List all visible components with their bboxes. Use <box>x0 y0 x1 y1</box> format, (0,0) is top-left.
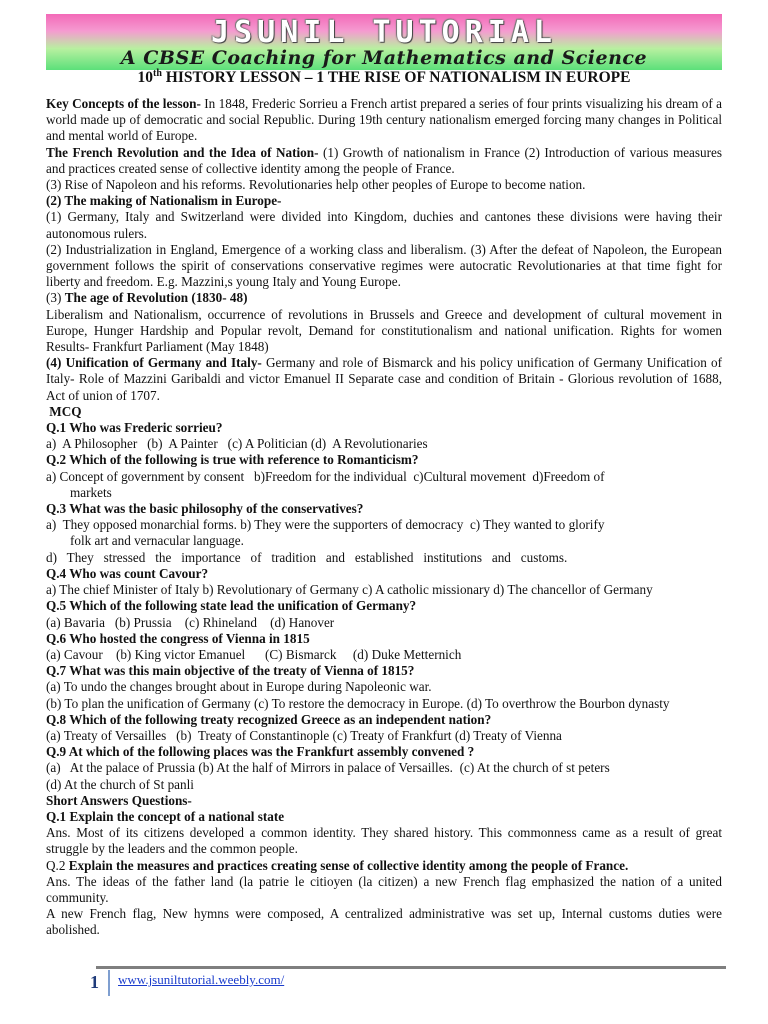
banner-title: JSUNIL TUTORIAL <box>211 15 557 50</box>
answer-6: (a) Cavour (b) King victor Emanuel (C) Bismarck (d) Duke Metternich <box>46 646 462 662</box>
french-revolution-paragraph <box>46 145 722 177</box>
making-point-2: (2) Industrialization in England, Emergence of a working class and liberalism. (3) After the defeat of Napoleon, the European government follows the spirit of conservations conservative regimes were autocratic Revolutionaries at that time fight for liberty and freedom. E.g. Mazzini,s young Italy and Young Europe. <box>46 241 722 290</box>
question-9: Q.9 At which of the following places was the Frankfurt assembly convened ? <box>46 744 475 760</box>
age-heading-line <box>46 290 722 306</box>
lesson-title <box>46 68 722 87</box>
question-5: Q.5 Which of the following state lead the unification of Germany? <box>46 598 417 614</box>
key-concepts-text: In 1848, Frederic Sorrieu a French artist prepared a series of four prints visualizing his dream of a world made up of democratic and social Republic. During 19th century nationalism emerged forcing many changes in Political and mental world of Europe. <box>46 96 722 144</box>
age-heading: The age of Revolution (1830- 48) <box>64 290 248 306</box>
lesson-title-text: HISTORY LESSON – 1 THE RISE OF NATIONALISM IN EUROPE <box>161 69 631 87</box>
answer-3: a) They opposed monarchial forms. b) They were the supporters of democracy c) They wanted to glorify <box>46 517 605 533</box>
unification-text: Germany and role of Bismarck and his policy unification of Germany Unification of Italy- Role of Mazzini Garibaldi and victor Emanuel II Separate case and condition of Britain - Glorious revolution of 1688, Act of union of 1707. <box>46 355 722 403</box>
napoleon-line: (3) Rise of Napoleon and his reforms. Revolutionaries help other peoples of Europe to become nation. <box>46 177 586 193</box>
answer-2-continued: markets <box>70 484 112 500</box>
question-6: Q.6 Who hosted the congress of Vienna in 1815 <box>46 630 310 646</box>
short-question-2-number: Q.2 <box>46 857 69 873</box>
key-concepts-label: Key Concepts of the lesson- <box>46 96 201 111</box>
question-7: Q.7 What was this main objective of the treaty of Vienna of 1815? <box>46 663 415 679</box>
short-question-1: Q.1 Explain the concept of a national state <box>46 808 285 824</box>
short-answer-1: Ans. Most of its citizens developed a common identity. They shared history. This commonness came as a result of great struggle by the leaders and the common people. <box>46 825 722 857</box>
lesson-number-suffix: th <box>153 68 162 79</box>
page-number: 1 <box>90 972 99 992</box>
question-2: Q.2 Which of the following is true with reference to Romanticism? <box>46 452 419 468</box>
french-revolution-label: The French Revolution and the Idea of Nation- <box>46 144 319 160</box>
question-4: Q.4 Who was count Cavour? <box>46 565 209 581</box>
short-question-2-line <box>46 858 722 874</box>
question-3: Q.3 What was the basic philosophy of the conservatives? <box>46 501 364 517</box>
short-answer-2: Ans. The ideas of the father land (la patrie le citioyen (la citizen) a new French flag emphasized the nation of a united community. <box>46 873 722 905</box>
short-answers-heading: Short Answers Questions- <box>46 792 192 808</box>
answer-9-continued: (d) At the church of St panli <box>46 776 194 792</box>
footer-separator <box>108 970 110 996</box>
mcq-heading: MCQ <box>46 403 82 419</box>
answer-1: a) A Philosopher (b) A Painter (c) A Politician (d) A Revolutionaries <box>46 436 428 452</box>
unification-paragraph <box>46 355 722 404</box>
short-question-2: Explain the measures and practices creating sense of collective identity among the people of France. <box>68 857 629 873</box>
answer-8: (a) Treaty of Versailles (b) Treaty of Constantinople (c) Treaty of Frankfurt (d) Treaty of Vienna <box>46 727 562 743</box>
answer-5: (a) Bavaria (b) Prussia (c) Rhineland (d) Hanover <box>46 614 335 630</box>
answer-7-continued: (b) To plan the unification of Germany (c) To restore the democracy in Europe. (d) To overthrow the Bourbon dynasty <box>46 695 670 711</box>
french-revolution-text: (1) Growth of nationalism in France (2) Introduction of various measures and practices created sense of collective identity among the people of France. <box>46 144 723 176</box>
document-body <box>46 96 722 939</box>
question-8: Q.8 Which of the following treaty recognized Greece as an independent nation? <box>46 711 492 727</box>
website-link[interactable]: www.jsuniltutorial.weebly.com/ <box>118 972 285 987</box>
banner-subtitle: A CBSE Coaching for Mathematics and Science <box>120 47 648 69</box>
lesson-number: 10 <box>137 69 153 87</box>
short-answer-2-continued: A new French flag, New hymns were composed, A centralized administrative was set up, Internal customs duties were abolished. <box>46 906 722 938</box>
answer-4: a) The chief Minister of Italy b) Revolutionary of Germany c) A catholic missionary d) The chancellor of Germany <box>46 582 653 598</box>
footer-divider <box>96 966 726 969</box>
age-text: Liberalism and Nationalism, occurrence of revolutions in Brussels and Greece and development of cultural movement in Europe, Hunger Hardship and Popular revolt, Demand for constitutionalism and national unification. Rights for women Results- Frankfurt Parliament (May 1848) <box>46 306 722 355</box>
age-number: (3) <box>46 290 65 306</box>
making-point-1: (1) Germany, Italy and Switzerland were divided into Kingdom, duchies and cantones these divisions were having their autonomous rulers. <box>46 209 722 241</box>
answer-9: (a) At the palace of Prussia (b) At the half of Mirrors in palace of Versailles. (c) At the church of st peters <box>46 760 610 776</box>
key-concepts-paragraph <box>46 96 722 145</box>
header-banner <box>46 14 722 70</box>
unification-label: (4) Unification of Germany and Italy- <box>46 355 262 371</box>
answer-7: (a) To undo the changes brought about in Europe during Napoleonic war. <box>46 679 432 695</box>
making-heading: (2) The making of Nationalism in Europe- <box>46 193 282 209</box>
question-1: Q.1 Who was Frederic sorrieu? <box>46 420 223 436</box>
answer-2: a) Concept of government by consent b)Freedom for the individual c)Cultural movement d)Freedom of <box>46 468 605 484</box>
answer-3-continued: folk art and vernacular language. <box>70 533 244 549</box>
answer-3-option-d: d) They stressed the importance of tradition and established institutions and customs. <box>46 549 568 565</box>
